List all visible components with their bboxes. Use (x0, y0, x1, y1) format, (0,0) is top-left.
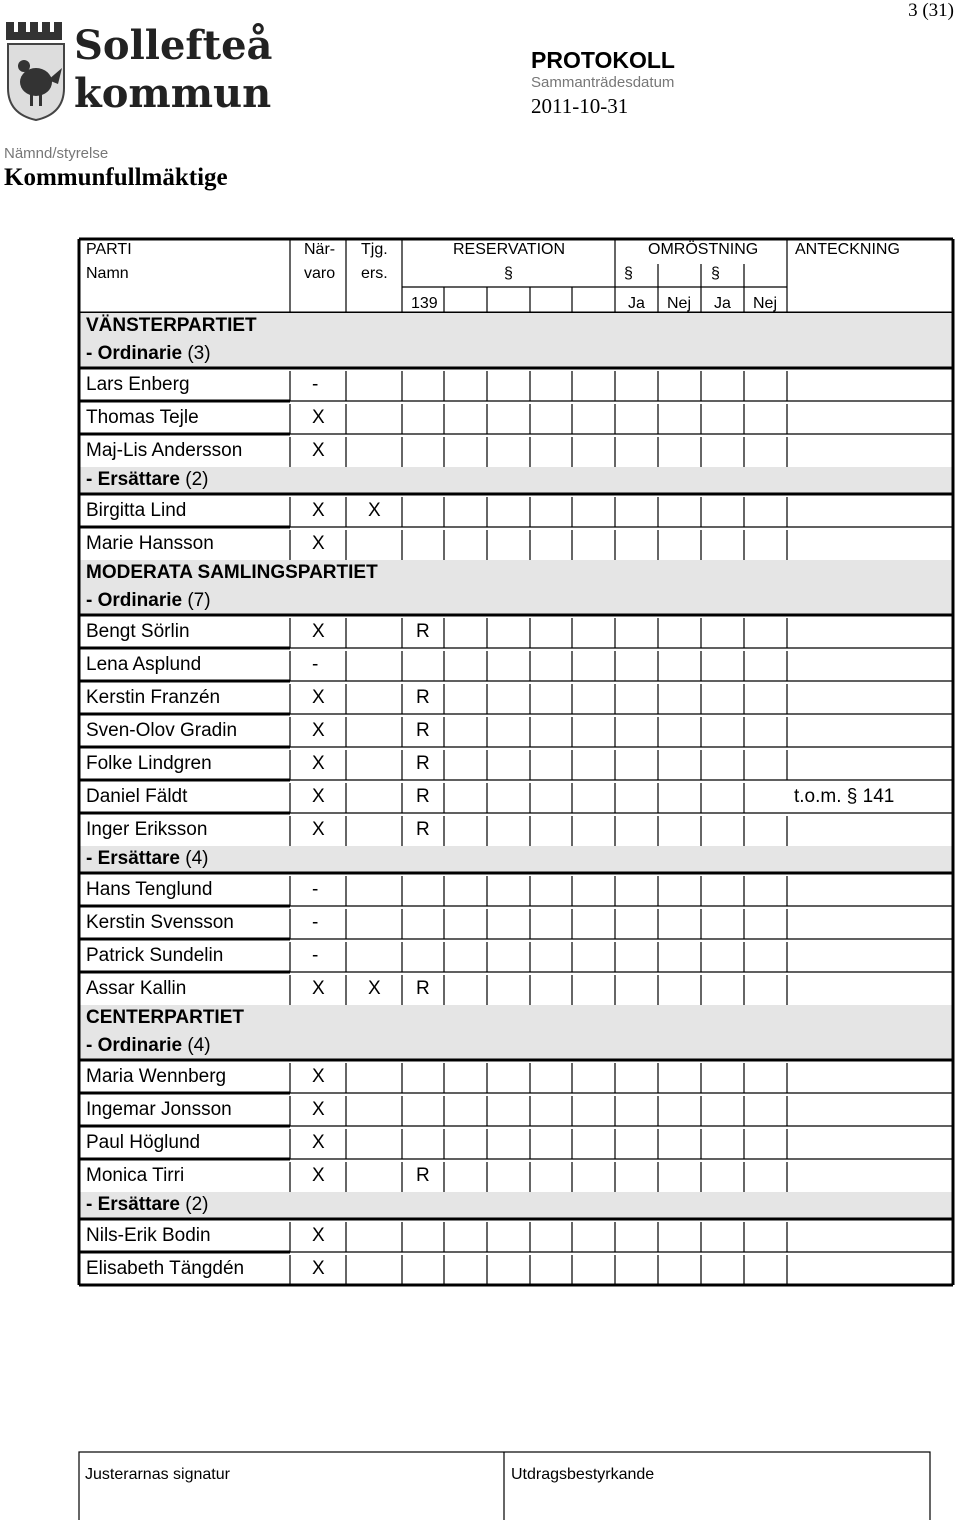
member-name: Maria Wennberg (86, 1066, 227, 1087)
meeting-date: 2011-10-31 (531, 94, 629, 118)
attendance-mark: - (312, 912, 319, 933)
attendance-mark: X (312, 533, 325, 554)
group-prefix: - Ersättare (86, 469, 180, 490)
reservation-mark: R (416, 621, 430, 642)
group-label (86, 848, 209, 870)
group-count: (4) (185, 848, 209, 869)
attendance-mark: X (312, 786, 325, 807)
attendance-mark: X (312, 621, 325, 642)
attendance-mark: X (312, 500, 325, 521)
substitute-mark: X (368, 978, 381, 999)
member-name: Folke Lindgren (86, 753, 212, 774)
party-name-text: MODERATA SAMLINGSPARTIET (86, 562, 378, 583)
vote-ja-1: Ja (628, 295, 645, 312)
attendance-mark: X (312, 407, 325, 428)
member-name: Marie Hansson (86, 533, 214, 554)
group-prefix: - Ordinarie (86, 1035, 183, 1056)
attendance-mark: - (312, 374, 319, 395)
party-name (86, 562, 378, 584)
meeting-date-label: Sammanträdesdatum (531, 74, 675, 91)
header-parti: PARTI (86, 241, 132, 258)
attendance-mark: X (312, 440, 325, 461)
group-label (86, 1194, 209, 1216)
party-name-text: VÄNSTERPARTIET (86, 315, 257, 336)
attendance-mark: X (312, 1225, 325, 1246)
section-sign-vote-2: § (711, 265, 720, 282)
attendance-mark: - (312, 879, 319, 900)
group-count: (4) (187, 1035, 211, 1056)
member-name: Inger Eriksson (86, 819, 208, 840)
attendance-mark: - (312, 654, 319, 675)
header-tjg-1: Tjg. (361, 241, 388, 258)
group-label (86, 343, 211, 365)
party-name-text: CENTERPARTIET (86, 1007, 244, 1028)
logo-text-line2: kommun (74, 70, 272, 117)
page-number: 3 (31) (908, 0, 954, 21)
group-band (79, 1192, 953, 1219)
reservation-mark: R (416, 978, 430, 999)
substitute-mark: X (368, 500, 381, 521)
group-label (86, 1035, 211, 1057)
attendance-mark: X (312, 1258, 325, 1279)
logo-text-line1: Sollefteå (74, 22, 273, 69)
member-name: Sven-Olov Gradin (86, 720, 238, 741)
member-name: Kerstin Svensson (86, 912, 234, 933)
attendance-mark: X (312, 819, 325, 840)
document-title: PROTOKOLL (531, 47, 675, 73)
section-sign-vote-1: § (624, 265, 633, 282)
header-anteckning: ANTECKNING (795, 241, 900, 258)
member-name: Paul Höglund (86, 1132, 201, 1153)
group-label (86, 590, 211, 612)
member-name: Monica Tirri (86, 1165, 185, 1186)
group-count: (7) (187, 590, 211, 611)
member-name: Elisabeth Tängdén (86, 1258, 245, 1279)
attendance-mark: X (312, 720, 325, 741)
header-tjg-2: ers. (361, 265, 388, 282)
member-name: Nils-Erik Bodin (86, 1225, 211, 1246)
member-name: Maj-Lis Andersson (86, 440, 243, 461)
utdrag-label: Utdragsbestyrkande (511, 1466, 655, 1483)
group-prefix: - Ordinarie (86, 343, 183, 364)
member-name: Hans Tenglund (86, 879, 213, 900)
reservation-mark: R (416, 786, 430, 807)
vote-ja-2: Ja (714, 295, 731, 312)
header-reservation: RESERVATION (453, 241, 566, 258)
group-prefix: - Ersättare (86, 848, 180, 869)
group-band (79, 467, 953, 494)
member-name: Bengt Sörlin (86, 621, 190, 642)
group-prefix: - Ersättare (86, 1194, 180, 1215)
attendance-mark: X (312, 687, 325, 708)
member-name: Lena Asplund (86, 654, 202, 675)
attendance-mark: X (312, 1165, 325, 1186)
vote-nej-1: Nej (667, 295, 692, 312)
header-omrostning: OMRÖSTNING (648, 241, 759, 258)
attendance-mark: X (312, 978, 325, 999)
attendance-mark: X (312, 753, 325, 774)
body-name: Kommunfullmäktige (4, 164, 228, 191)
reservation-mark: R (416, 1165, 430, 1186)
reservation-mark: R (416, 687, 430, 708)
attendance-mark: - (312, 945, 319, 966)
member-name: Ingemar Jonsson (86, 1099, 232, 1120)
body-label: Nämnd/styrelse (4, 145, 109, 162)
attendance-mark: X (312, 1099, 325, 1120)
group-count: (3) (187, 343, 211, 364)
group-label (86, 469, 209, 491)
member-name: Daniel Fäldt (86, 786, 188, 807)
party-name (86, 1007, 244, 1029)
member-name: Assar Kallin (86, 978, 187, 999)
member-name: Kerstin Franzén (86, 687, 221, 708)
reservation-mark: R (416, 819, 430, 840)
paragraph-number: 139 (411, 295, 438, 312)
header-narvaro-1: När- (304, 241, 336, 258)
group-prefix: - Ordinarie (86, 590, 183, 611)
header-namn: Namn (86, 265, 129, 282)
member-name: Thomas Tejle (86, 407, 199, 428)
group-count: (2) (185, 1194, 209, 1215)
group-count: (2) (185, 469, 209, 490)
reservation-mark: R (416, 720, 430, 741)
attendance-mark: X (312, 1132, 325, 1153)
member-note: t.o.m. § 141 (794, 786, 895, 807)
header-narvaro-2: varo (304, 265, 336, 282)
member-name: Patrick Sundelin (86, 945, 224, 966)
justerare-signature-label: Justerarnas signatur (85, 1466, 230, 1483)
member-name: Lars Enberg (86, 374, 190, 395)
reservation-mark: R (416, 753, 430, 774)
section-sign-reservation: § (504, 265, 513, 282)
party-name (86, 315, 257, 337)
member-name: Birgitta Lind (86, 500, 187, 521)
attendance-mark: X (312, 1066, 325, 1087)
vote-nej-2: Nej (753, 295, 778, 312)
group-band (79, 846, 953, 873)
